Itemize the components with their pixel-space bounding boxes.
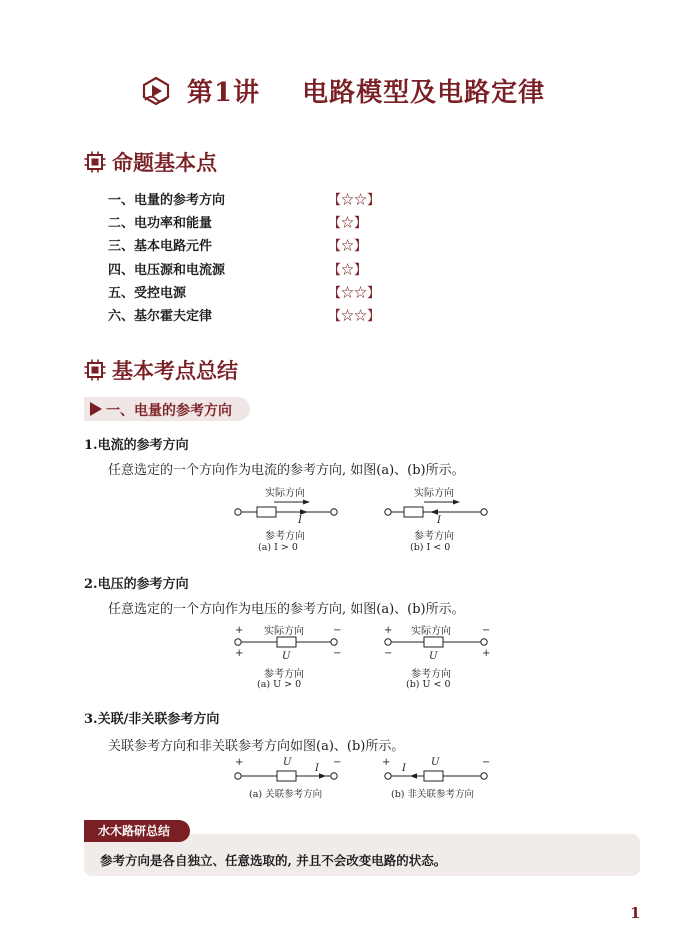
plus-sign: + [384, 625, 393, 636]
toc-item-label: 六、基尔霍夫定律 [108, 309, 213, 324]
caption-non-associated: (b) 非关联参考方向 [391, 789, 475, 800]
toc-item-stars: 【☆】 [328, 216, 368, 231]
plus-sign: + [235, 625, 244, 636]
voltage-symbol: U [429, 651, 438, 662]
toc-item-label: 一、电量的参考方向 [108, 193, 226, 208]
caption-b: (b) U < 0 [406, 679, 451, 690]
current-text: 任意选定的一个方向作为电流的参考方向, 如图(a)、(b)所示。 [108, 463, 465, 478]
summary-text: 参考方向是各自独立、任意选取的, 并且不会改变电路的状态。 [100, 853, 447, 868]
toc-item-stars: 【☆☆】 [328, 193, 381, 208]
caption-a: (a) U > 0 [257, 679, 302, 690]
subsection-label: 一、电量的参考方向 [106, 403, 232, 419]
current-symbol: I [437, 515, 441, 526]
voltage-heading: 2.电压的参考方向 [84, 577, 189, 592]
reference-direction-label: 参考方向 [411, 669, 451, 680]
actual-direction-label: 实际方向 [265, 488, 305, 499]
chip-icon [84, 359, 106, 386]
voltage-symbol: U [431, 757, 440, 768]
summary-tag: 水木路研总结 [84, 820, 190, 842]
toc-item-stars: 【☆☆】 [328, 286, 381, 301]
section-heading-summary: 基本考点总结 [84, 355, 238, 386]
plus-sign: + [382, 757, 391, 768]
actual-direction-label: 实际方向 [414, 488, 454, 499]
arrow-right-icon [90, 402, 102, 416]
actual-direction-label: 实际方向 [264, 626, 304, 637]
voltage-symbol: U [283, 757, 292, 768]
current-symbol: I [402, 763, 406, 774]
chip-icon [84, 151, 106, 178]
minus-sign: − [482, 757, 491, 768]
reference-direction-label: 参考方向 [264, 669, 304, 680]
current-symbol: I [298, 515, 302, 526]
actual-direction-label: 实际方向 [411, 626, 451, 637]
caption-associated: (a) 关联参考方向 [249, 789, 323, 800]
subsection-pill [84, 397, 250, 421]
page-title [0, 72, 686, 113]
lecture-number: 第1讲 [186, 78, 260, 108]
lecture-logo-icon [141, 76, 171, 113]
plus-sign: + [235, 757, 244, 768]
toc-item-label: 三、基本电路元件 [108, 239, 213, 254]
toc-item-label: 四、电压源和电流源 [108, 263, 226, 278]
voltage-text: 任意选定的一个方向作为电压的参考方向, 如图(a)、(b)所示。 [108, 602, 465, 617]
minus-sign: − [482, 625, 491, 636]
section-heading-key-points: 命题基本点 [84, 147, 217, 178]
toc-item-stars: 【☆】 [328, 239, 368, 254]
plus-sign: + [482, 648, 491, 659]
minus-sign: − [333, 648, 342, 659]
current-heading: 1.电流的参考方向 [84, 438, 189, 453]
minus-sign: − [333, 625, 342, 636]
voltage-symbol: U [282, 651, 291, 662]
association-text: 关联参考方向和非关联参考方向如图(a)、(b)所示。 [108, 739, 405, 754]
caption-b: (b) I < 0 [410, 542, 451, 553]
reference-direction-label: 参考方向 [265, 531, 305, 542]
toc-item-label: 二、电功率和能量 [108, 216, 213, 231]
minus-sign: − [333, 757, 342, 768]
plus-sign: + [235, 648, 244, 659]
page-number: 1 [630, 904, 641, 922]
association-heading: 3.关联/非关联参考方向 [84, 712, 220, 727]
caption-a: (a) I > 0 [258, 542, 298, 553]
current-symbol: I [315, 763, 319, 774]
lecture-title: 电路模型及电路定律 [302, 78, 546, 108]
minus-sign: − [384, 648, 393, 659]
reference-direction-label: 参考方向 [414, 531, 454, 542]
toc-item-stars: 【☆】 [328, 263, 368, 278]
toc-item-label: 五、受控电源 [108, 286, 187, 301]
toc-item-stars: 【☆☆】 [328, 309, 381, 324]
